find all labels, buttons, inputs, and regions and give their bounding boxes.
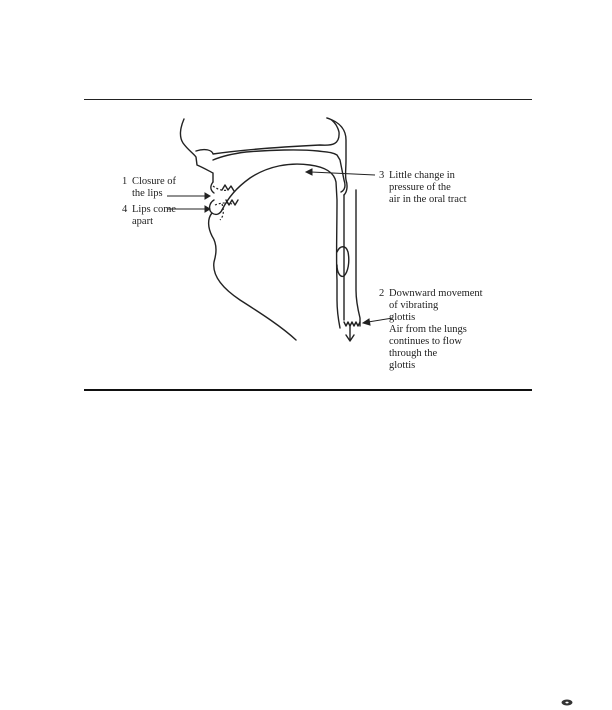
tongue xyxy=(222,164,340,328)
label-little-change-in-pressure: 3 Little change in pressure of the air in the oral tract xyxy=(379,170,467,205)
label-lips-come-apart: 4 Lips come apart xyxy=(122,204,177,227)
arrow-2-head xyxy=(363,319,370,325)
pharynx-back-wall xyxy=(327,118,347,195)
arrow-3-head xyxy=(306,169,312,175)
label-downward-movement-glottis: 2 Downward movement of vibrating glottis Air from the lungs continues to flow through the glottis xyxy=(379,288,483,371)
arrow-1-head xyxy=(205,193,210,199)
bottom-rule xyxy=(84,389,532,391)
glottis-vocal-folds xyxy=(344,322,360,326)
chin-neck-profile xyxy=(209,213,296,340)
upper-teeth xyxy=(222,185,234,191)
disc-icon xyxy=(561,699,573,706)
label-closure-of-lips: 1 Closure of the lips xyxy=(122,176,177,199)
nasal-cavity-top xyxy=(196,118,339,154)
upper-lip xyxy=(211,182,214,193)
lower-lip xyxy=(210,200,222,214)
hard-palate xyxy=(213,150,345,192)
pharynx-wall-right xyxy=(356,190,360,326)
epiglottis xyxy=(337,247,349,277)
